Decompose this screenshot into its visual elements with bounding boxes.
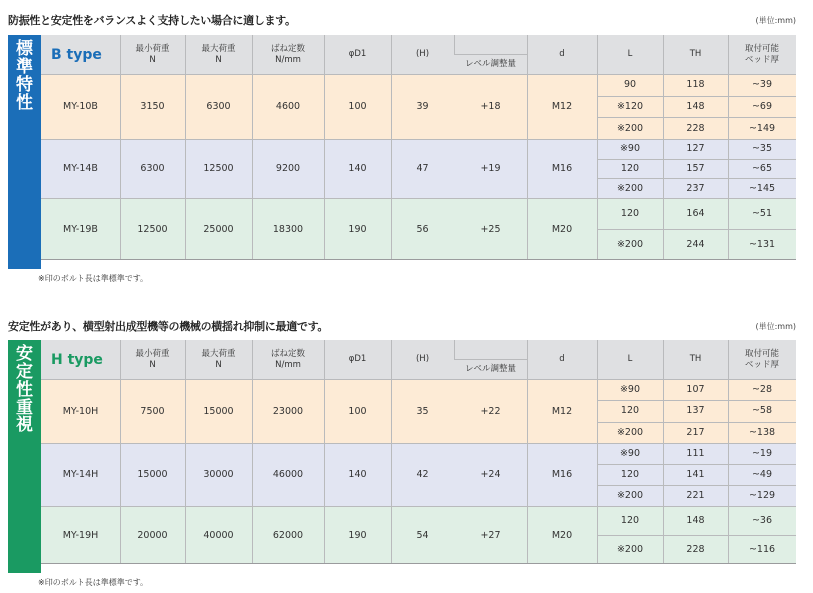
cell-d1: 100 [348,101,367,112]
cell-th: 228 [686,544,705,555]
cell-d: M16 [551,163,573,174]
cell-l: ※120 [616,100,644,112]
cell-d1: 190 [348,223,367,235]
header-l: L [627,354,633,365]
cell-d1: 140 [348,163,367,174]
cell-th: 118 [686,79,705,91]
cell-level: +22 [480,405,501,417]
section-h-note: ※印のボルト長は準標準です。 [38,578,149,587]
level-header-divider [454,54,527,55]
cell-d1: 140 [348,469,367,480]
header-min-load: 最小荷重 N [135,348,170,370]
cell-th: 217 [686,426,705,438]
cell-bed: ~138 [748,426,776,438]
cell-l: ※90 [619,384,641,396]
cell-spring: 46000 [272,469,304,480]
side-label [8,340,41,573]
header-level: レベル調整量 [464,363,516,374]
sub-row-divider [597,535,796,536]
cell-th: 148 [686,100,705,112]
cell-max: 6300 [206,101,231,112]
cell-l: ※200 [616,544,644,555]
cell-level: +19 [480,163,501,174]
side-label-char: 安 [16,344,33,364]
cell-th: 137 [686,405,705,417]
cell-th: 111 [686,448,705,459]
cell-l: 90 [623,79,637,91]
header-l: L [627,49,633,60]
sub-row-divider [597,96,796,97]
header-h: (H) [415,354,430,365]
cell-bed: ~69 [751,100,773,112]
cell-bed: ~58 [751,405,773,417]
sub-row-divider [597,464,796,465]
section-b-headline: 防振性と安定性をバランスよく支持したい場合に適します。 [8,14,296,27]
cell-max: 15000 [203,405,234,417]
cell-th: 244 [686,239,705,250]
side-label-char: 性 [16,92,33,113]
cell-bed: ~116 [748,544,776,555]
sub-row-divider [597,400,796,401]
cell-model: MY-19H [62,529,99,541]
cell-bed: ~49 [751,469,773,480]
cell-d1: 100 [348,405,367,417]
header-h: (H) [415,49,430,60]
cell-h: 42 [416,469,429,480]
cell-bed: ~28 [751,384,773,396]
cell-max: 12500 [203,163,234,174]
side-label-char: 特 [16,74,33,95]
cell-spring: 4600 [275,101,301,112]
sub-row-divider [597,178,796,179]
cell-bed: ~149 [748,122,776,134]
cell-th: 237 [686,182,705,194]
header-max-load: 最大荷重 N [201,43,236,65]
cell-spring: 9200 [275,163,301,174]
cell-h: 35 [416,405,429,417]
side-label-char: 定 [16,361,33,382]
sub-row-divider [597,229,796,230]
section-b-note: ※印のボルト長は準標準です。 [38,274,149,283]
level-header-divider [454,359,527,360]
cell-th: 164 [686,208,705,219]
cell-l: 120 [620,469,640,480]
header-d: d [559,49,565,60]
side-label-char: 標 [16,39,33,59]
section-h [8,318,796,588]
cell-d: M16 [551,469,573,480]
cell-max: 40000 [203,529,234,541]
section-h-unit: (単位:mm) [755,322,796,331]
cell-level: +18 [480,101,501,112]
cell-bed: ~145 [748,182,776,194]
cell-level: +27 [480,529,501,541]
header-d: d [559,354,565,365]
side-label-char: 準 [16,56,33,77]
side-label-char: 重 [16,397,33,418]
cell-d: M20 [551,529,573,541]
side-label-char: 視 [16,415,33,436]
cell-l: ※200 [616,426,644,438]
column-divider [454,340,455,359]
side-label [8,35,41,269]
sub-row-divider [597,422,796,423]
cell-d: M12 [551,101,573,112]
cell-d: M20 [551,223,573,235]
type-label: H type [51,351,103,368]
cell-th: 228 [686,122,705,134]
cell-h: 47 [416,163,429,174]
cell-l: 120 [620,515,640,526]
cell-l: 120 [620,208,640,219]
header-level: レベル調整量 [464,58,516,69]
section-b [8,12,796,283]
side-label-char: 性 [16,379,33,400]
cell-l: 120 [620,405,640,417]
section-h-headline: 安定性があり、横型射出成型機等の機械の横揺れ抑制に最適です。 [8,320,329,333]
cell-bed: ~35 [751,143,773,155]
cell-spring: 62000 [272,529,304,541]
table-b [8,35,796,269]
cell-bed: ~65 [751,162,773,174]
cell-l: ※90 [619,143,641,155]
table-grid [41,35,796,269]
cell-spring: 23000 [272,405,304,417]
cell-min: 3150 [140,101,165,112]
cell-bed: ~51 [751,208,773,219]
cell-th: 148 [686,515,705,526]
section-b-unit: (単位:mm) [755,16,796,25]
header-max-load: 最大荷重 N [201,348,236,370]
header-d1: φD1 [348,49,367,60]
cell-th: 221 [686,490,705,501]
sub-row-divider [597,159,796,160]
cell-h: 56 [416,223,429,235]
cell-max: 25000 [203,223,234,235]
cell-th: 141 [686,469,705,480]
cell-h: 54 [416,529,429,541]
cell-l: ※200 [616,490,644,501]
cell-bed: ~19 [751,448,773,459]
cell-l: ※200 [616,182,644,194]
cell-level: +25 [480,223,501,235]
cell-min: 7500 [140,405,165,417]
cell-spring: 18300 [272,223,304,235]
cell-min: 6300 [140,163,165,174]
cell-bed: ~39 [751,79,773,91]
cell-level: +24 [480,469,501,480]
cell-d1: 190 [348,529,367,541]
cell-th: 107 [686,384,705,396]
cell-d: M12 [551,405,573,417]
table-h [8,340,796,573]
cell-th: 127 [686,143,705,155]
cell-min: 15000 [137,469,168,480]
cell-max: 30000 [203,469,234,480]
cell-model: MY-14B [63,163,98,174]
cell-model: MY-10B [63,101,98,112]
cell-model: MY-19B [63,223,98,235]
header-bed: 取付可能 ベッド厚 [744,43,779,65]
table-grid [41,340,796,573]
header-min-load: 最小荷重 N [135,43,170,65]
header-d1: φD1 [348,354,367,365]
cell-model: MY-14H [62,469,99,480]
cell-model: MY-10H [62,405,99,417]
header-spring: ばね定数 N/mm [270,43,305,65]
cell-l: ※200 [616,122,644,134]
column-divider [454,35,455,54]
sub-row-divider [597,485,796,486]
cell-bed: ~36 [751,515,773,526]
header-bed: 取付可能 ベッド厚 [744,348,779,370]
cell-l: ※90 [619,448,641,459]
header-spring: ばね定数 N/mm [270,348,305,370]
cell-l: 120 [620,162,640,174]
cell-bed: ~129 [748,490,776,501]
header-th: TH [689,354,702,365]
cell-h: 39 [416,101,429,112]
sub-row-divider [597,117,796,118]
cell-l: ※200 [616,239,644,250]
type-label: B type [51,46,102,63]
cell-min: 20000 [137,529,168,541]
cell-min: 12500 [137,223,168,235]
cell-th: 157 [686,162,705,174]
cell-bed: ~131 [748,239,776,250]
header-th: TH [689,49,702,60]
